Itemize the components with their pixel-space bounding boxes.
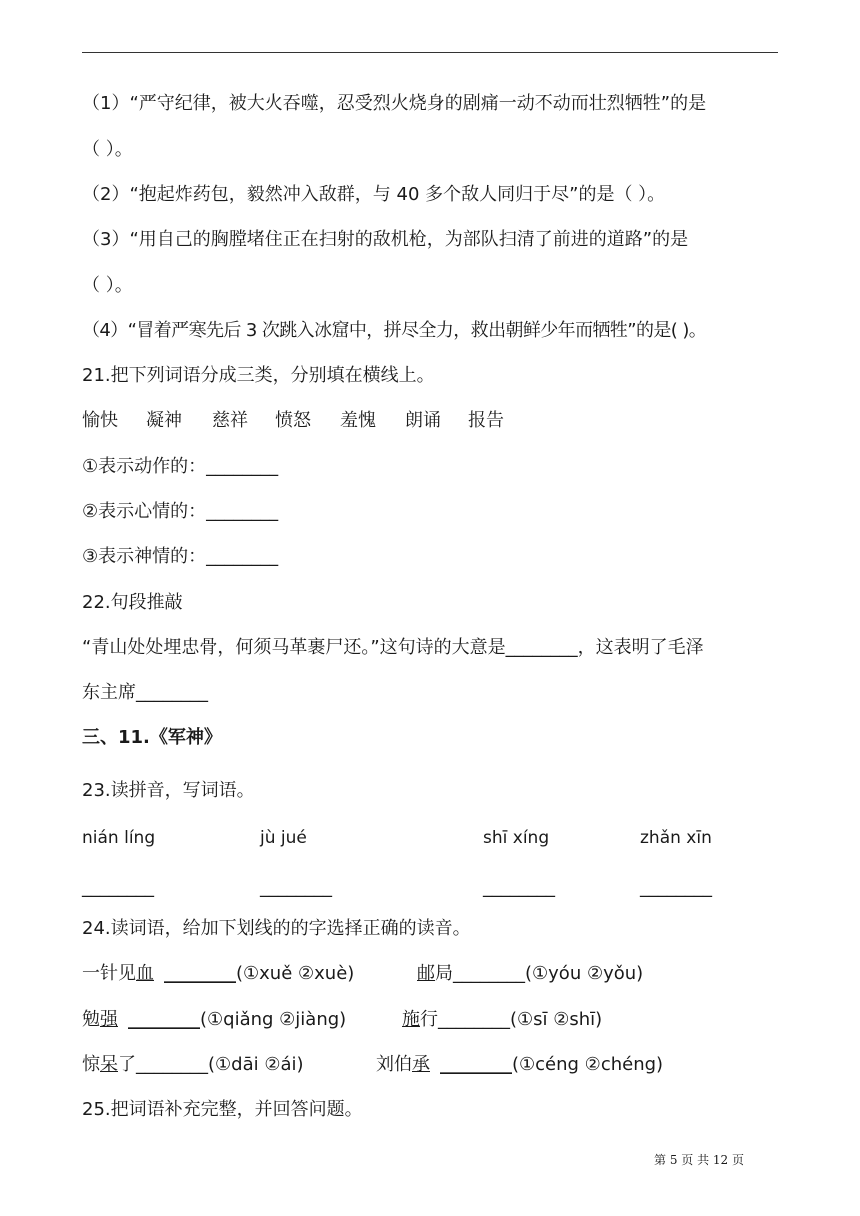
q22-title: 22.句段推敲 — [82, 592, 183, 613]
q24-item — [417, 962, 643, 986]
q24-item — [376, 1053, 663, 1077]
q23-answer-blank: ________ — [483, 877, 555, 898]
q24-word-part: 一针见 — [82, 963, 136, 984]
q25-title: 25.把词语补充完整，并回答问题。 — [82, 1099, 363, 1120]
page-footer: 第 5 页 共 12 页 — [654, 1153, 744, 1167]
q23-pinyin: zhǎn xīn — [640, 828, 712, 848]
q23-pinyin: shī xíng — [483, 828, 550, 848]
q24-options: (①dāi ②ái) — [208, 1054, 304, 1075]
q21-word: 羞愧 — [340, 410, 376, 431]
q24-options: (①sī ②shī) — [510, 1009, 603, 1030]
q21-word: 报告 — [468, 410, 504, 431]
q20-item3-line1: （3）“用自己的胸膛堵住正在扫射的敌机枪，为部队扫清了前进的道路”的是 — [82, 229, 689, 250]
q21-word: 愉快 — [82, 410, 118, 431]
q24-item — [82, 1053, 304, 1077]
q24-answer-blank: ________ — [128, 1009, 200, 1030]
q22-line-2: 东主席________ — [82, 682, 208, 703]
q24-word-part: 了________ — [118, 1054, 208, 1075]
q24-title: 24.读词语，给加下划线的的字选择正确的读音。 — [82, 918, 471, 939]
q23-title: 23.读拼音，写词语。 — [82, 780, 255, 801]
q20-item2: （2）“抱起炸药包，毅然冲入敌群，与 40 多个敌人同归于尽”的是（ ）。 — [82, 184, 666, 205]
q21-title: 21.把下列词语分成三类，分别填在横线上。 — [82, 365, 435, 386]
section-3-heading: 三、11.《军神》 — [82, 727, 222, 748]
q23-answer-blank: ________ — [640, 877, 712, 898]
q24-underlined-char: 呆 — [100, 1054, 118, 1075]
q24-word-part: 行________ — [420, 1009, 510, 1030]
q20-item1-line2: （ ）。 — [82, 139, 133, 160]
q24-item — [82, 1008, 346, 1032]
q21-option-3: ③表示神情的：________ — [82, 546, 279, 567]
q24-options: (①xuě ②xuè) — [236, 963, 355, 984]
q24-item — [82, 962, 354, 986]
q23-pinyin: jù jué — [260, 828, 307, 848]
q24-options: (①céng ②chéng) — [512, 1054, 664, 1075]
q24-underlined-char: 血 — [136, 963, 154, 984]
q21-word: 朗诵 — [405, 410, 441, 431]
q24-word-part: 惊 — [82, 1054, 100, 1075]
q23-answer-blank: ________ — [260, 877, 332, 898]
q24-answer-blank: ________ — [440, 1054, 512, 1075]
q21-option-2: ②表示心情的：________ — [82, 501, 279, 522]
q21-option-1: ①表示动作的：________ — [82, 456, 279, 477]
q24-underlined-char: 施 — [402, 1009, 420, 1030]
q22-line-1: “青山处处埋忠骨，何须马革裹尸还。”这句诗的大意是________，这表明了毛泽 — [82, 637, 704, 658]
q24-options: (①yóu ②yǒu) — [525, 963, 644, 984]
q23-pinyin: nián líng — [82, 828, 156, 848]
q21-word: 愤怒 — [275, 410, 311, 431]
q21-word: 凝神 — [146, 410, 182, 431]
q24-word-part: 局________ — [435, 963, 525, 984]
q20-item3-line2: （ ）。 — [82, 275, 133, 296]
q24-underlined-char: 承 — [412, 1054, 430, 1075]
q20-item4: （4）“冒着严寒先后 3 次跳入冰窟中，拼尽全力，救出朝鲜少年而牺牲”的是( )。 — [82, 320, 707, 341]
q24-word-part: 刘伯 — [376, 1054, 412, 1075]
q23-answer-blank: ________ — [82, 877, 154, 898]
header-rule — [82, 52, 778, 53]
q20-item1-line1: （1）“严守纪律，被大火吞噬，忍受烈火烧身的剧痛一动不动而壮烈牺牲”的是 — [82, 93, 707, 114]
q24-word-part: 勉 — [82, 1009, 100, 1030]
q24-underlined-char: 强 — [100, 1009, 118, 1030]
q24-answer-blank: ________ — [164, 963, 236, 984]
q24-underlined-char: 邮 — [417, 963, 435, 984]
q24-options: (①qiǎng ②jiàng) — [200, 1009, 347, 1030]
q21-word: 慈祥 — [212, 410, 248, 431]
q24-item — [402, 1008, 602, 1032]
